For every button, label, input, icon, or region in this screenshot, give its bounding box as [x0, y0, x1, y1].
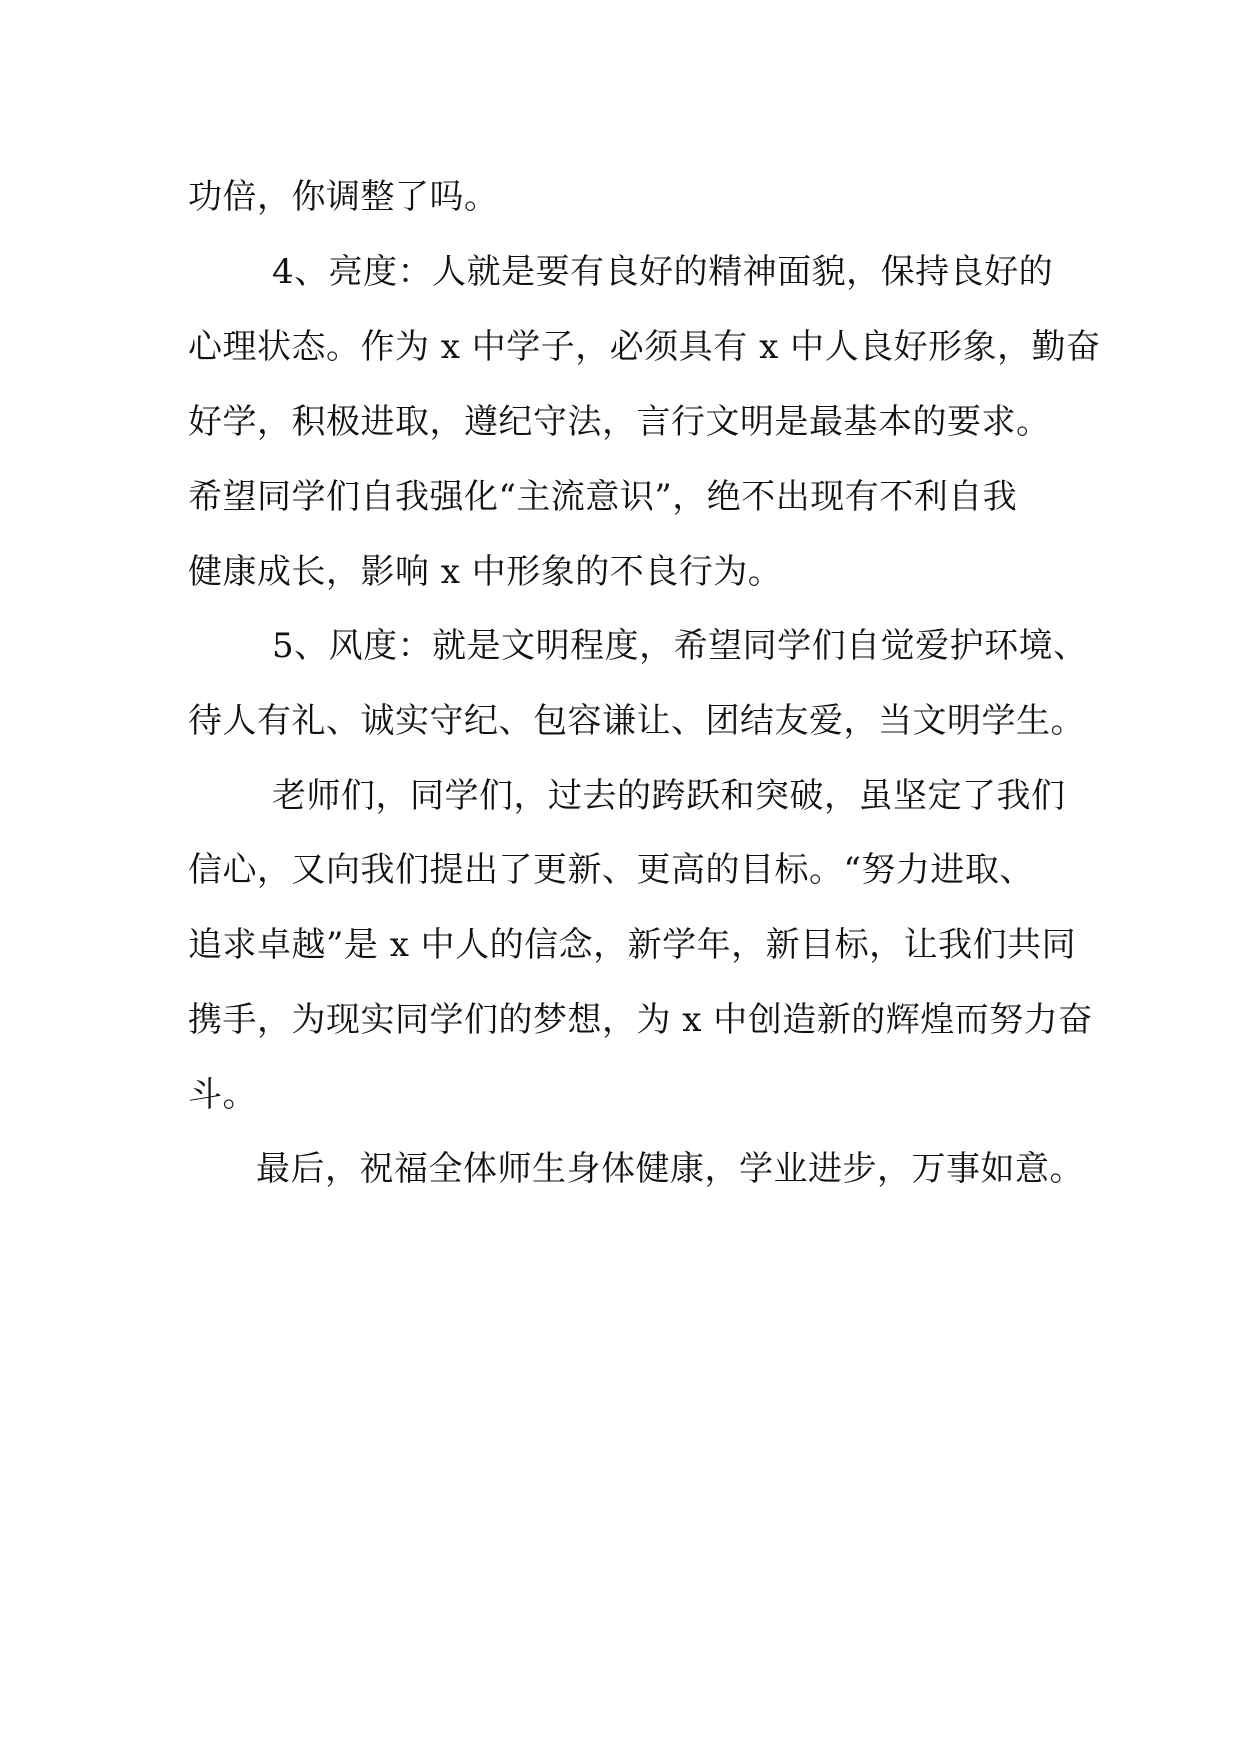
text-line: 健康成长，影响 x 中形象的不良行为。: [188, 552, 783, 592]
text-line: 待人有礼、诚实守纪、包容谦让、团结友爱，当文明学生。: [188, 701, 1085, 741]
text-line: 信心，又向我们提出了更新、更高的目标。“努力进取、: [188, 850, 1034, 890]
text-line: 心理状态。作为 x 中学子，必须具有 x 中人良好形象，勤奋: [188, 327, 1101, 367]
text-line: 追求卓越”是 x 中人的信念，新学年，新目标，让我们共同: [188, 925, 1077, 965]
text-line: 功倍，你调整了吗。: [188, 177, 499, 217]
text-line: 希望同学们自我强化“主流意识”，绝不出现有不利自我: [188, 477, 1018, 517]
text-line: 4、亮度：人就是要有良好的精神面貌，保持良好的: [272, 252, 1054, 292]
text-line: 斗。: [188, 1075, 257, 1115]
text-line: 5、风度：就是文明程度，希望同学们自觉爱护环境、: [272, 626, 1088, 666]
text-line: 好学，积极进取，遵纪守法，言行文明是最基本的要求。: [188, 402, 1051, 442]
text-line: 最后，祝福全体师生身体健康，学业进步，万事如意。: [256, 1149, 1084, 1189]
text-line: 携手，为现实同学们的梦想，为 x 中创造新的辉煌而努力奋: [188, 1000, 1093, 1040]
text-line: 老师们，同学们，过去的跨跃和突破，虽坚定了我们: [272, 776, 1066, 816]
